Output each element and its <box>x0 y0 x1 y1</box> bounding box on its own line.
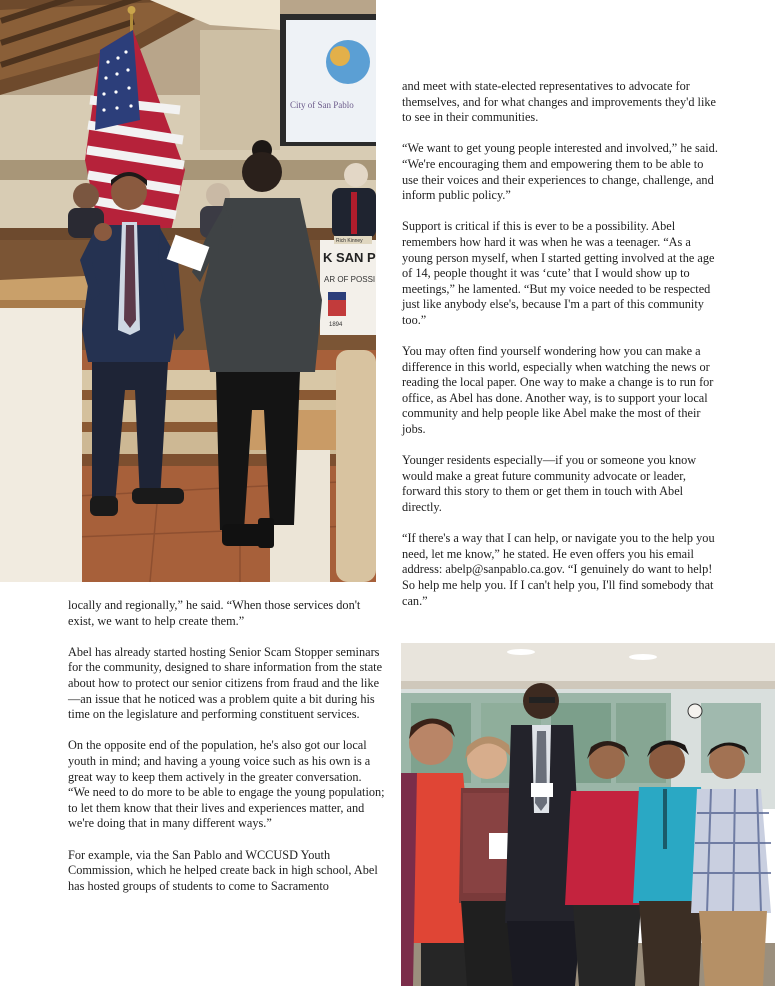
paragraph: For example, via the San Pablo and WCCUSD Youth Commission, which he helped create back in high school, Abel has hosted groups of students to come to Sacramento <box>68 847 378 893</box>
article-column-left <box>68 598 386 910</box>
swearing-in-photo <box>0 0 376 582</box>
banner-year: 1894 <box>329 322 343 328</box>
paragraph: “We want to get young people interested and involved,” he said. “We're encouraging them and empowering them to be able to use their voices and their experiences to change, challenge, and inform public policy.” <box>402 141 718 203</box>
paragraph: “If there's a way that I can help, or navigate you to the help you need, let me know,” he stated. He even offers you his email address: abelp@sanpablo.ca.gov. “I genuinely do want to help! So help me help you. If I can't help you, I'll find somebody that can.” <box>402 531 715 608</box>
banner-sub: AR OF POSSI <box>324 275 376 284</box>
paragraph: On the opposite end of the population, he's also got our local youth in mind; and having a young voice such as his own is a great way to keep them actively in the greater conversation. “We need to do more to be able to engage the young population; to let them know that their lives and experiences matter, and we're doing that in many different ways.” <box>68 738 385 831</box>
group-photo <box>401 643 775 986</box>
paragraph: Support is critical if this is ever to be a possibility. Abel remembers how hard it was when he was a teenager. “As a young person myself, when I started getting involved at the age of 14, people thought it was ‘cute’ that I would show up to meetings,” he lamented. “But my voice needed to be respected just like anybody else's, because I'm a part of this community too.” <box>402 219 715 327</box>
paragraph: and meet with state-elected representatives to advocate for themselves, and for what changes and improvements they'd like to see in their communities. <box>402 79 716 125</box>
name-placard: Rich Kinney <box>336 238 363 244</box>
article-column-right <box>402 79 720 625</box>
paragraph: Abel has already started hosting Senior Scam Stopper seminars for the community, designed to share information from the state about how to protect our senior citizens from fraud and the like—an issue that he noticed was a problem quite a bit during his time on the legislature and performing constituent services. <box>68 644 383 722</box>
paragraph: locally and regionally,” he said. “When those services don't exist, we want to help create them.” <box>68 598 361 628</box>
paragraph: Younger residents especially—if you or someone you know would make a great future community advocate or leader, forward this story to them or get them in touch with Abel directly. <box>402 453 697 515</box>
paragraph: You may often find yourself wondering how you can make a difference in this world, especially when watching the news or reading the local paper. One way to make a change is to run for office, as Abel has done. Another way, is to support your local community and help people like Abel make the most of their jobs. <box>402 344 714 437</box>
banner-text: K SAN P <box>323 250 376 265</box>
screen-text: City of San Pablo <box>290 100 354 110</box>
